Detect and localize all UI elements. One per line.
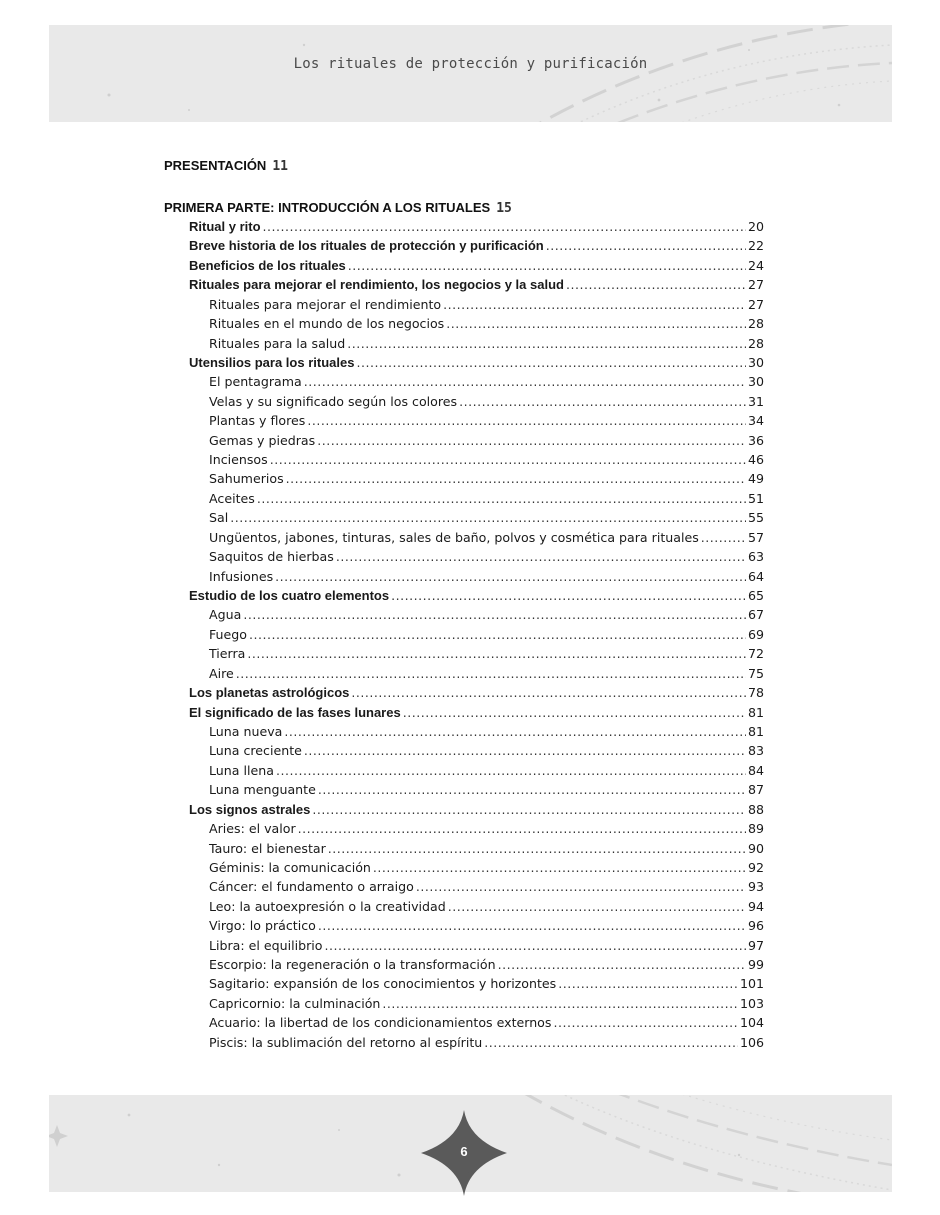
toc-entry — [164, 217, 764, 236]
orbit-decoration — [49, 25, 892, 122]
toc-entry-page: 83 — [747, 743, 764, 759]
toc-entry-page: 96 — [747, 918, 764, 934]
toc-dot-leader — [443, 295, 746, 314]
toc-entry — [164, 353, 764, 372]
toc-dot-leader — [347, 334, 746, 353]
toc-entry-page: 89 — [747, 821, 764, 837]
toc-dot-leader — [325, 936, 746, 955]
toc-dot-leader — [270, 450, 746, 469]
toc-entry-label: Aire — [209, 665, 234, 681]
toc-entry-page: 30 — [747, 354, 764, 370]
toc-entry-label: Ungüentos, jabones, tinturas, sales de baño, polvos y cosmética para rituales — [209, 529, 699, 545]
toc-entry-label: Ritual y rito — [189, 219, 261, 234]
toc-dot-leader — [448, 897, 746, 916]
toc-entry-page: 57 — [747, 529, 764, 545]
toc-entry-page: 92 — [747, 859, 764, 875]
toc-entry — [164, 547, 764, 566]
toc-entry — [164, 236, 764, 255]
toc-entry — [164, 372, 764, 391]
toc-entry — [164, 586, 764, 605]
toc-part-one-page: 15 — [496, 201, 512, 216]
toc-entry — [164, 508, 764, 527]
toc-entry-label: Rituales para mejorar el rendimiento — [209, 296, 442, 312]
toc-entry-page: 99 — [747, 957, 764, 973]
toc-entry-page: 104 — [739, 1015, 764, 1031]
toc-entry-label: Rituales en el mundo de los negocios — [209, 316, 445, 332]
toc-entry — [164, 819, 764, 838]
toc-entry-page: 94 — [747, 898, 764, 914]
toc-entry-page: 24 — [747, 257, 764, 273]
toc-entry — [164, 489, 764, 508]
toc-entry-page: 28 — [747, 316, 764, 332]
toc-dot-leader — [318, 916, 746, 935]
toc-entry — [164, 741, 764, 760]
toc-entry-label: Capricornio: la culminación — [209, 995, 381, 1011]
toc-entry — [164, 780, 764, 799]
toc-entry-page: 55 — [747, 510, 764, 526]
toc-presentation — [164, 158, 288, 174]
toc-dot-leader — [403, 703, 746, 722]
toc-dot-leader — [275, 567, 746, 586]
toc-entry — [164, 411, 764, 430]
toc-entry-page: 78 — [747, 685, 764, 701]
toc-entry-label: Beneficios de los rituales — [189, 257, 346, 273]
toc-dot-leader — [236, 664, 746, 683]
toc-entry-label: Escorpio: la regeneración o la transformación — [209, 957, 496, 973]
toc-dot-leader — [247, 644, 746, 663]
toc-entry — [164, 722, 764, 741]
toc-dot-leader — [249, 625, 746, 644]
toc-dot-leader — [566, 275, 746, 294]
toc-entry — [164, 295, 764, 314]
toc-entry — [164, 877, 764, 896]
toc-entry-label: Plantas y flores — [209, 413, 306, 429]
toc-dot-leader — [391, 586, 746, 605]
toc-entry-page: 81 — [747, 723, 764, 739]
toc-entry-label: Acuario: la libertad de los condicionamientos externos — [209, 1015, 552, 1031]
toc-entry-page: 101 — [739, 976, 764, 992]
toc-part-one-label: PRIMERA PARTE: INTRODUCCIÓN A LOS RITUALES — [164, 200, 491, 215]
toc-entry-page: 90 — [747, 840, 764, 856]
toc-entry-page: 69 — [747, 626, 764, 642]
toc-entry-label: Piscis: la sublimación del retorno al espíritu — [209, 1034, 483, 1050]
running-title: Los rituales de protección y purificación — [293, 56, 648, 72]
toc-entry-label: Géminis: la comunicación — [209, 859, 371, 875]
page-number-star — [419, 1108, 509, 1198]
toc-dot-leader — [484, 1033, 738, 1052]
toc-dot-leader — [307, 411, 746, 430]
toc-entry-page: 72 — [747, 646, 764, 662]
toc-entry-page: 65 — [747, 588, 764, 604]
toc-entry-page: 84 — [747, 762, 764, 778]
toc-dot-leader — [243, 605, 746, 624]
toc-dot-leader — [298, 819, 746, 838]
toc-entry-label: Fuego — [209, 626, 247, 642]
toc-dot-leader — [373, 858, 746, 877]
toc-entry — [164, 314, 764, 333]
toc-entry-page: 36 — [747, 432, 764, 448]
toc-entry-page: 34 — [747, 413, 764, 429]
toc-entry-label: Inciensos — [209, 452, 268, 468]
toc-entry-label: Infusiones — [209, 568, 274, 584]
toc-entry-label: Gemas y piedras — [209, 432, 316, 448]
toc-dot-leader — [284, 722, 746, 741]
toc-entry-page: 46 — [747, 452, 764, 468]
toc-entry — [164, 625, 764, 644]
toc-entry-page: 67 — [747, 607, 764, 623]
toc-entry — [164, 955, 764, 974]
toc-entry-label: Utensilios para los rituales — [189, 354, 355, 370]
toc-dot-leader — [416, 877, 746, 896]
toc-part-one — [164, 200, 512, 216]
toc-dot-leader — [317, 431, 746, 450]
toc-entry-label: Sal — [209, 510, 229, 526]
toc-entry — [164, 334, 764, 353]
toc-list — [164, 217, 764, 1052]
toc-entry — [164, 1013, 764, 1032]
toc-dot-leader — [446, 314, 746, 333]
toc-entry — [164, 897, 764, 916]
toc-dot-leader — [286, 469, 746, 488]
toc-entry-label: Cáncer: el fundamento o arraigo — [209, 879, 414, 895]
toc-entry-page: 88 — [747, 801, 764, 817]
toc-entry-page: 51 — [747, 490, 764, 506]
toc-entry-label: El pentagrama — [209, 374, 302, 390]
toc-dot-leader — [328, 839, 746, 858]
toc-entry-page: 20 — [747, 219, 764, 234]
toc-entry-label: Aries: el valor — [209, 821, 296, 837]
toc-entry — [164, 256, 764, 275]
toc-entry-page: 27 — [747, 277, 764, 293]
toc-entry-label: Sagitario: expansión de los conocimientos y horizontes — [209, 976, 557, 992]
toc-entry — [164, 392, 764, 411]
toc-entry-label: Leo: la autoexpresión o la creatividad — [209, 898, 446, 914]
toc-entry-label: Aceites — [209, 490, 255, 506]
toc-entry — [164, 528, 764, 547]
toc-entry-label: Luna menguante — [209, 782, 316, 798]
toc-entry — [164, 450, 764, 469]
toc-entry-label: Estudio de los cuatro elementos — [189, 588, 390, 604]
toc-entry-page: 106 — [739, 1034, 764, 1050]
toc-entry-label: Saquitos de hierbas — [209, 549, 334, 565]
toc-entry-label: Rituales para la salud — [209, 335, 346, 351]
toc-entry — [164, 664, 764, 683]
toc-entry — [164, 605, 764, 624]
toc-dot-leader — [459, 392, 746, 411]
toc-entry-label: Agua — [209, 607, 242, 623]
toc-entry-page: 97 — [747, 937, 764, 953]
toc-dot-leader — [304, 741, 746, 760]
toc-entry — [164, 567, 764, 586]
toc-entry — [164, 761, 764, 780]
toc-entry-page: 63 — [747, 549, 764, 565]
toc-entry-page: 103 — [739, 995, 764, 1011]
toc-dot-leader — [498, 955, 746, 974]
toc-entry-page: 75 — [747, 665, 764, 681]
toc-dot-leader — [701, 528, 746, 547]
toc-dot-leader — [318, 780, 746, 799]
toc-entry-page: 31 — [747, 393, 764, 409]
toc-entry-label: El significado de las fases lunares — [189, 704, 401, 720]
toc-entry-label: Tauro: el bienestar — [209, 840, 326, 856]
toc-entry-page: 49 — [747, 471, 764, 487]
toc-entry — [164, 703, 764, 722]
toc-dot-leader — [230, 508, 746, 527]
toc-entry — [164, 683, 764, 702]
toc-entry — [164, 275, 764, 294]
header-band — [49, 25, 892, 122]
toc-entry — [164, 858, 764, 877]
toc-entry-page: 22 — [747, 238, 764, 254]
toc-entry-page: 30 — [747, 374, 764, 390]
toc-entry — [164, 916, 764, 935]
toc-dot-leader — [546, 236, 746, 255]
toc-entry-label: Luna creciente — [209, 743, 302, 759]
toc-entry-label: Breve historia de los rituales de protección y purificación — [189, 238, 544, 254]
toc-entry-label: Los signos astrales — [189, 801, 311, 817]
toc-entry-label: Rituales para mejorar el rendimiento, los negocios y la salud — [189, 277, 564, 293]
toc-dot-leader — [257, 489, 746, 508]
toc-entry-page: 27 — [747, 296, 764, 312]
toc-entry-page: 93 — [747, 879, 764, 895]
page-number: 6 — [460, 1144, 468, 1159]
toc-entry — [164, 431, 764, 450]
toc-dot-leader — [356, 353, 746, 372]
toc-dot-leader — [336, 547, 746, 566]
toc-presentation-label: PRESENTACIÓN — [164, 158, 267, 173]
toc-dot-leader — [263, 217, 746, 236]
toc-entry — [164, 1033, 764, 1052]
toc-entry-label: Luna llena — [209, 762, 274, 778]
toc-dot-leader — [351, 683, 746, 702]
toc-dot-leader — [558, 974, 738, 993]
toc-entry-page: 81 — [747, 704, 764, 720]
toc-entry — [164, 936, 764, 955]
toc-entry — [164, 994, 764, 1013]
toc-dot-leader — [382, 994, 738, 1013]
toc-dot-leader — [312, 800, 746, 819]
toc-entry-label: Luna nueva — [209, 723, 283, 739]
toc-entry-page: 64 — [747, 568, 764, 584]
toc-dot-leader — [553, 1013, 737, 1032]
toc-dot-leader — [304, 372, 746, 391]
toc-presentation-page: 11 — [272, 159, 288, 174]
toc-entry-label: Tierra — [209, 646, 246, 662]
toc-entry-label: Sahumerios — [209, 471, 284, 487]
toc-entry-page: 87 — [747, 782, 764, 798]
toc-entry-label: Virgo: lo práctico — [209, 918, 316, 934]
toc-entry — [164, 800, 764, 819]
toc-entry — [164, 839, 764, 858]
toc-dot-leader — [348, 256, 746, 275]
toc-entry — [164, 974, 764, 993]
toc-entry-page: 28 — [747, 335, 764, 351]
toc-entry-label: Velas y su significado según los colores — [209, 393, 458, 409]
toc-entry — [164, 644, 764, 663]
toc-dot-leader — [276, 761, 746, 780]
toc-entry-label: Los planetas astrológicos — [189, 685, 350, 701]
toc-entry-label: Libra: el equilibrio — [209, 937, 323, 953]
toc-entry — [164, 469, 764, 488]
